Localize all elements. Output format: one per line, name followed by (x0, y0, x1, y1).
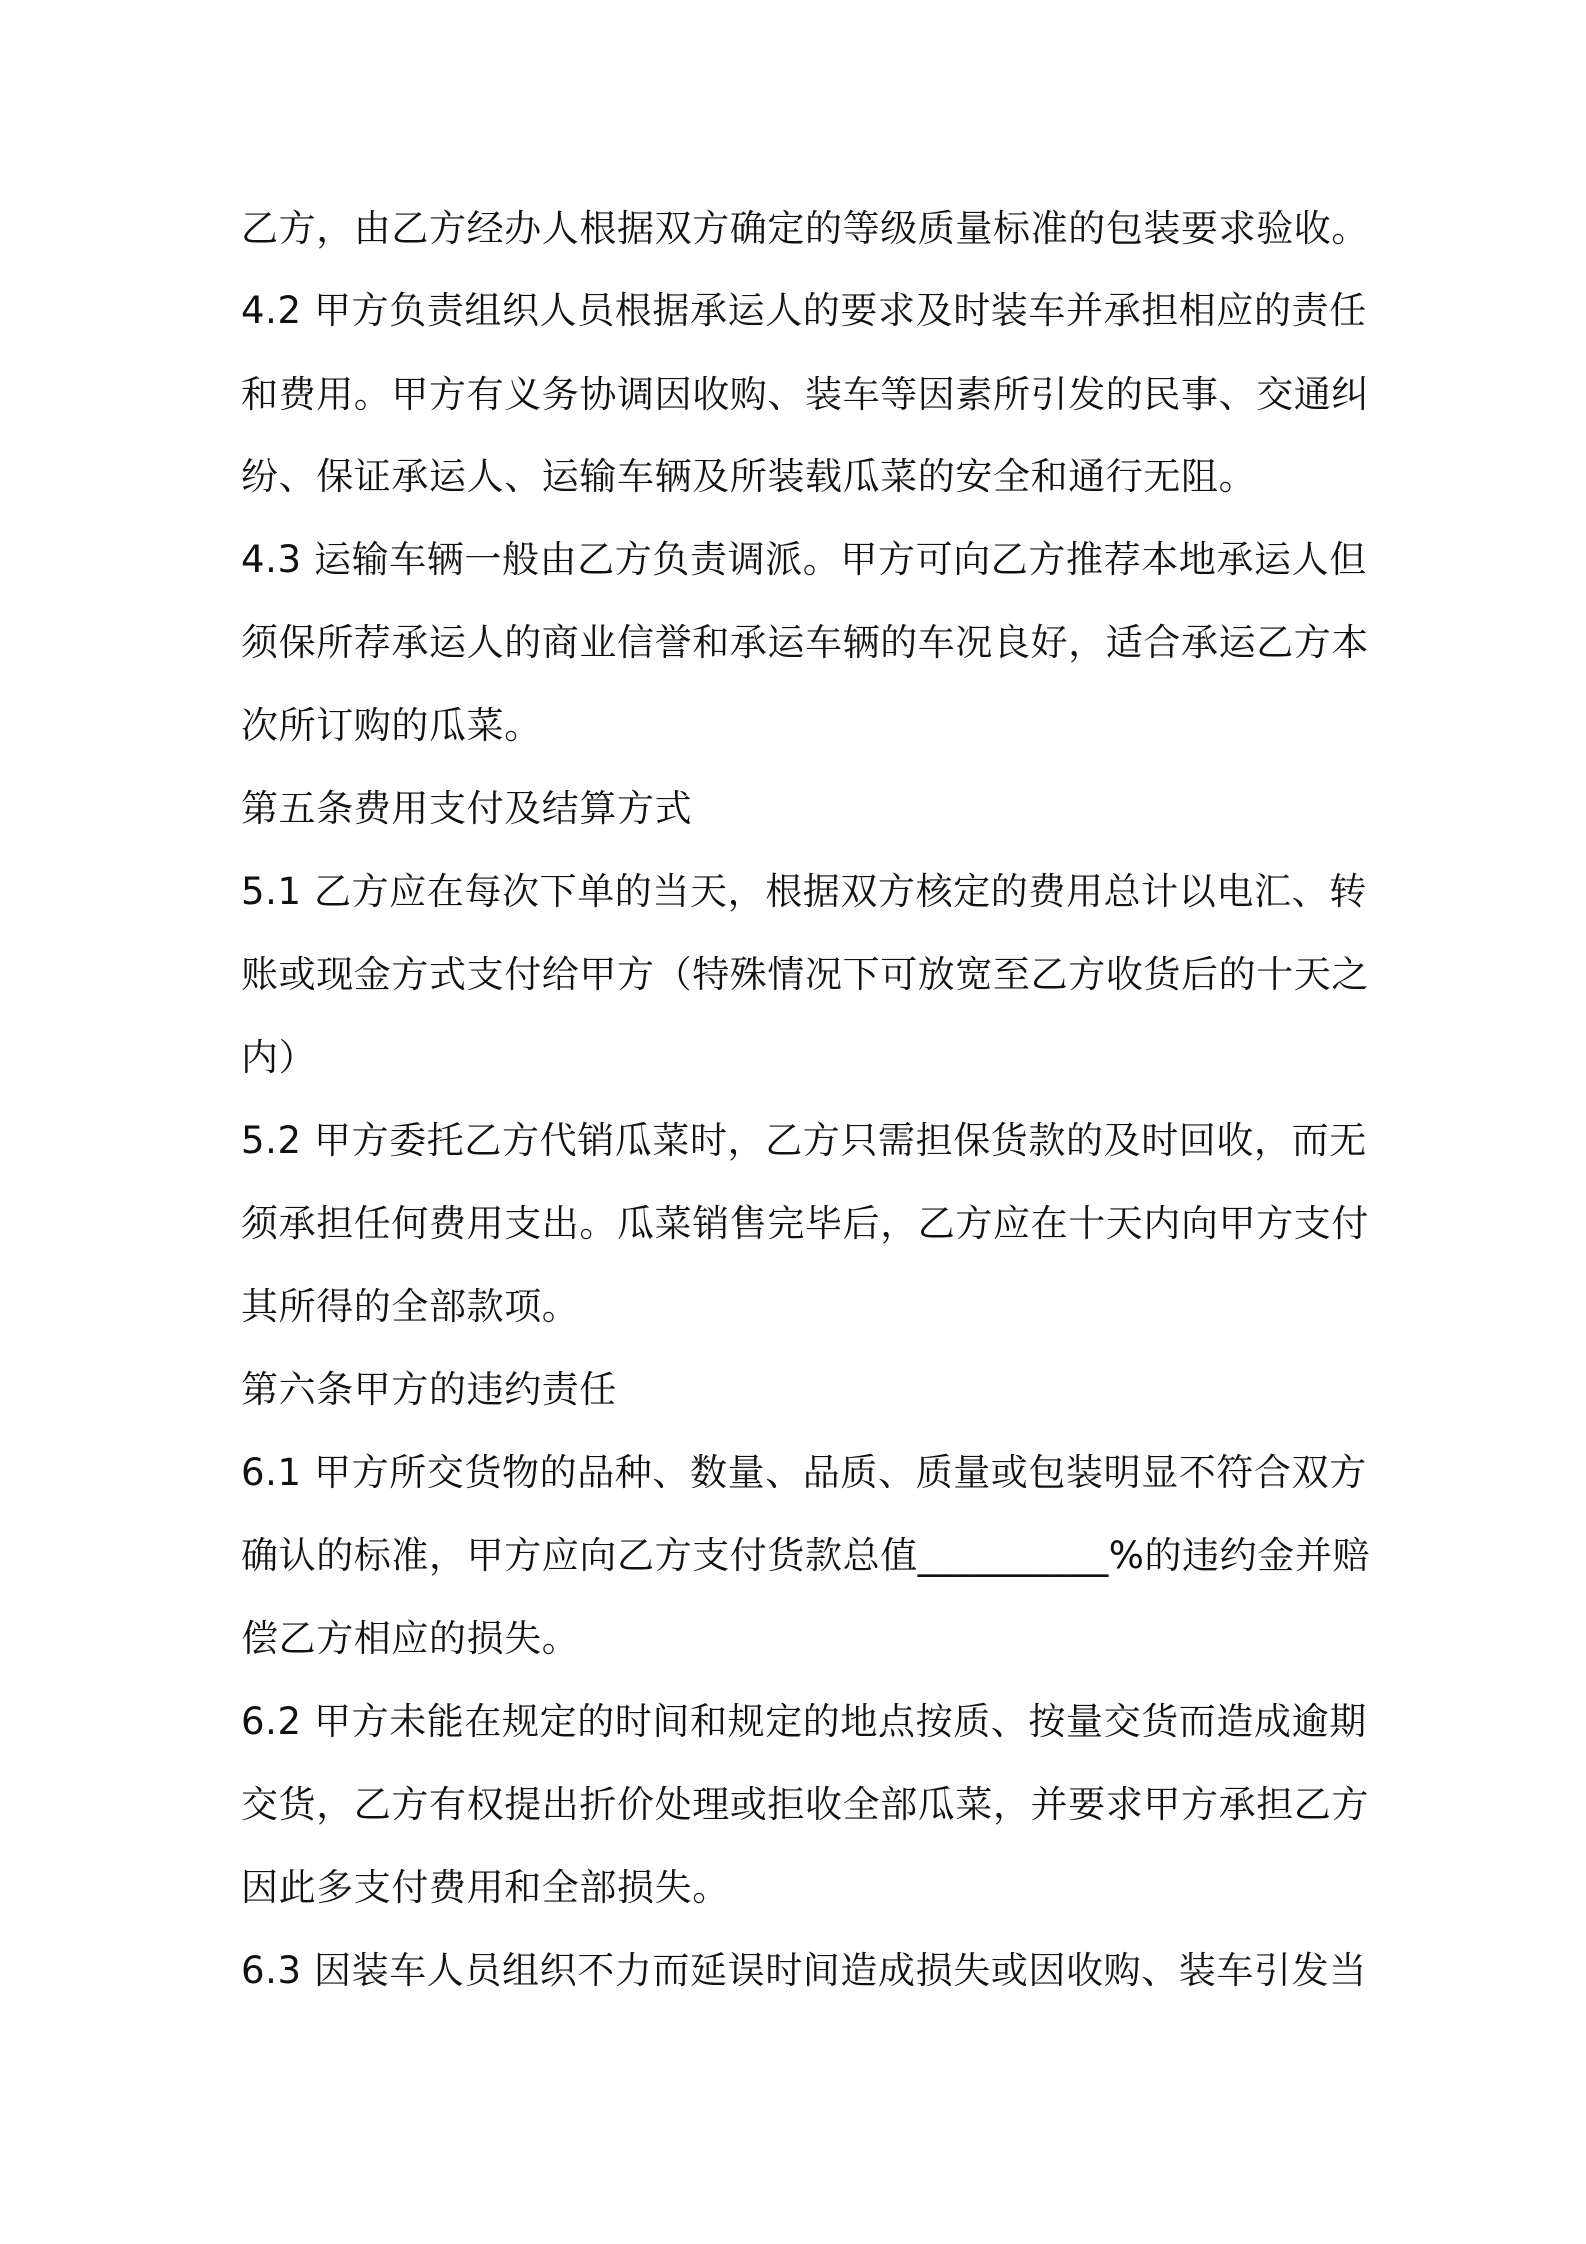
text-line: 纷、保证承运人、运输车辆及所装载瓜菜的安全和通行无阻。 (241, 455, 1257, 498)
section-heading: 第五条费用支付及结算方式 (241, 787, 693, 830)
text-line: 5.2 甲方委托乙方代销瓜菜时，乙方只需担保货款的及时回收，而无 (241, 1119, 1367, 1162)
text-line: 6.2 甲方未能在规定的时间和规定的地点按质、按量交货而造成逾期 (241, 1700, 1367, 1743)
text-line: 次所订购的瓜菜。 (241, 704, 542, 747)
section-heading: 第六条甲方的违约责任 (241, 1368, 617, 1411)
text-line: 6.1 甲方所交货物的品种、数量、品质、质量或包装明显不符合双方 (241, 1451, 1367, 1494)
text-line: 6.3 因装车人员组织不力而延误时间造成损失或因收购、装车引发当 (241, 1949, 1367, 1992)
text-line: 确认的标准，甲方应向乙方支付货款总值__________%的违约金并赔 (241, 1534, 1371, 1577)
text-line: 乙方，由乙方经办人根据双方确定的等级质量标准的包装要求验收。 (241, 207, 1369, 250)
text-line: 5.1 乙方应在每次下单的当天，根据双方核定的费用总计以电汇、转 (241, 870, 1367, 913)
text-line: 内） (241, 1036, 317, 1079)
text-line: 交货，乙方有权提出折价处理或拒收全部瓜菜，并要求甲方承担乙方 (241, 1783, 1369, 1826)
text-line: 和费用。甲方有义务协调因收购、装车等因素所引发的民事、交通纠 (241, 373, 1369, 416)
text-line: 须承担任何费用支出。瓜菜销售完毕后，乙方应在十天内向甲方支付 (241, 1202, 1369, 1245)
text-line: 其所得的全部款项。 (241, 1285, 580, 1328)
text-line: 因此多支付费用和全部损失。 (241, 1866, 730, 1909)
text-line: 须保所荐承运人的商业信誉和承运车辆的车况良好，适合承运乙方本 (241, 621, 1369, 664)
text-line: 4.2 甲方负责组织人员根据承运人的要求及时装车并承担相应的责任 (241, 289, 1367, 332)
text-line: 偿乙方相应的损失。 (241, 1617, 580, 1660)
text-line: 4.3 运输车辆一般由乙方负责调派。甲方可向乙方推荐本地承运人但 (241, 538, 1367, 581)
text-line: 账或现金方式支付给甲方（特殊情况下可放宽至乙方收货后的十天之 (241, 953, 1369, 996)
